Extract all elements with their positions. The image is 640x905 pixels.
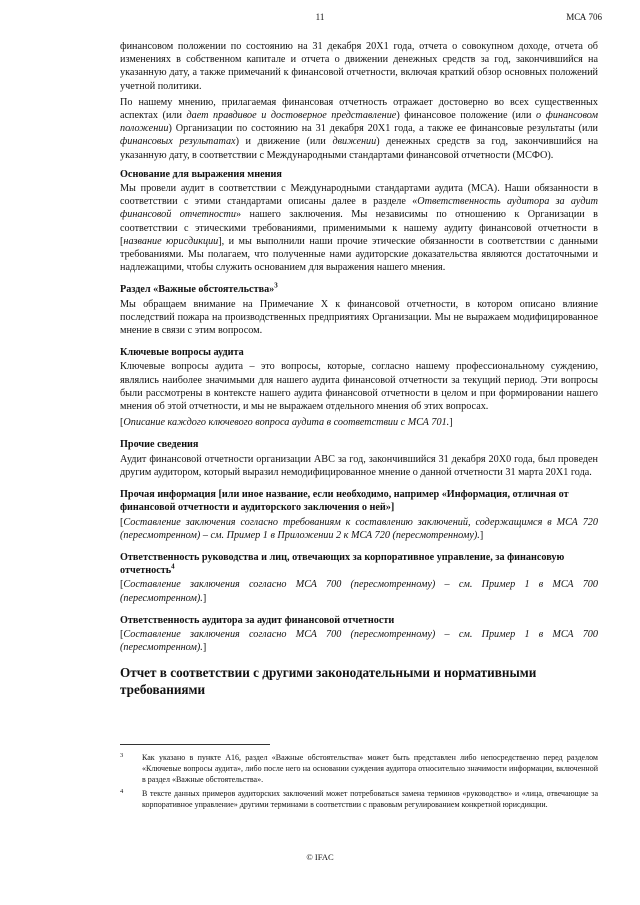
footnote-text: Как указано в пункте А16, раздел «Важные обстоятельства» может быть представлен либо непосредственно перед разделом «Ключевые вопросы аудита», либо после него на основании суждения аудитора относительно значимости информации, включенной в раздел «Важные обстоятельства». bbox=[142, 753, 598, 784]
opinion-paragraph-continued: финансовом положении по состоянию на 31 декабря 20Х1 года, отчета о совокупном доходе, отчета об изменениях в собственном капитале и отчета о движении денежных средств за год, закончившийся на указанную дату, а также примечаний к финансовой отчетности, включая краткий обзор основных положений учетной политики. bbox=[120, 41, 598, 92]
footnote-ref-4: 4 bbox=[171, 562, 175, 571]
other-matter-heading: Прочие сведения bbox=[120, 439, 199, 451]
page-number: 11 bbox=[315, 12, 325, 22]
standard-code: МСА 706 bbox=[566, 12, 602, 22]
opinion-paragraph: По нашему мнению, прилагаемая финансовая отчетность отражает достоверно во всех существенных аспектах (или дает правдивое и достоверное представление) финансовое положение (или о финансовом положении) Организации по состоянию на 31 декабря 20Х1 года, а также ее финансовые результаты (или финансовых результатах) и движение (или движении) денежных средств за год, закончившийся на указанную дату, в соответствии с Международными стандартами финансовой отчетности (МСФО). bbox=[120, 96, 599, 161]
other-info-heading: Прочая информация [или иное название, если необходимо, например «Информация, отличная от финансовой отчетности и аудиторского заключения о ней»] bbox=[120, 489, 569, 514]
footnote-4 bbox=[120, 788, 598, 810]
emphasis-paragraph: Мы обращаем внимание на Примечание X к финансовой отчетности, в котором описано влияние последствий пожара на производственных предприятиях Организации. Мы не выражаем модифицированное мнение в связи с этим вопросом. bbox=[120, 298, 598, 337]
other-info-note: [Составление заключения согласно требованиям к составлению заключений, содержащимся в МСА 720 (пересмотренном) – см. Пример 1 в Приложении 2 к МСА 720 (пересмотренному).] bbox=[120, 516, 598, 541]
basis-heading: Основание для выражения мнения bbox=[120, 168, 282, 180]
emphasis-heading: Раздел «Важные обстоятельства»$^3$ bbox=[120, 282, 278, 296]
document-body bbox=[120, 40, 598, 698]
footnote-ref-3: 3 bbox=[274, 282, 278, 291]
footnote-mark: 4 bbox=[120, 788, 124, 795]
copyright-footer: © IFAC bbox=[306, 852, 334, 862]
kam-note: [Описание каждого ключевого вопроса аудита в соответствии с МСА 701.] bbox=[120, 417, 453, 429]
kam-heading: Ключевые вопросы аудита bbox=[120, 347, 244, 359]
management-heading: Ответственность руководства и лиц, отвечающих за корпоративное управление, за финансовую отчетность$^4$ bbox=[120, 551, 565, 577]
footnote-divider bbox=[120, 744, 270, 745]
basis-paragraph: Мы провели аудит в соответствии с Международными стандартами аудита (МСА). Наши обязанности в соответствии с этими стандартами описаны далее в разделе «Ответственность аудитора за аудит финансовой отчетности» нашего заключения. Мы независимы по отношению к Организации в соответствии с этическими требованиями, применимыми к нашему аудиту финансовой отчетности в [название юрисдикции], и мы выполнили наши прочие этические обязанности в соответствии с данными требованиями. Мы полагаем, что полученные нами аудиторские доказательства являются достаточными и надлежащими, чтобы служить основанием для выражения нашего мнения. bbox=[120, 183, 598, 274]
footnote-3 bbox=[120, 752, 598, 785]
report-section-heading: Отчет в соответствии с другими законодательными и нормативными требованиями bbox=[120, 665, 537, 698]
kam-paragraph: Ключевые вопросы аудита – это вопросы, которые, согласно нашему профессиональному суждению, являлись наиболее значимыми для нашего аудита финансовой отчетности за текущий период. Эти вопросы были рассмотрены в контексте нашего аудита финансовой отчетности в целом и при формировании нашего мнения об этой отчетности, и мы не выражаем отдельного мнения об этих вопросах. bbox=[120, 361, 598, 413]
other-matter-paragraph: Аудит финансовой отчетности организации ABC за год, закончившийся 31 декабря 20Х0 года, был проведен другим аудитором, который выразил немодифицированное мнение о данной отчетности 31 марта 20Х1 года. bbox=[120, 453, 598, 478]
footnotes bbox=[120, 752, 598, 813]
management-note: [Составление заключения согласно МСА 700 (пересмотренному) – см. Пример 1 в МСА 700 (пересмотренном).] bbox=[120, 579, 598, 604]
footnote-text: В тексте данных примеров аудиторских заключений может потребоваться замена терминов «руководство» и «лица, отвечающие за корпоративное управление» другими терминами в соответствии с правовым регулированием конкретной юрисдикции. bbox=[142, 789, 598, 809]
footnote-mark: 3 bbox=[120, 752, 124, 759]
auditor-note: [Составление заключения согласно МСА 700 (пересмотренному) – см. Пример 1 в МСА 700 (пересмотренном).] bbox=[120, 628, 598, 654]
auditor-heading: Ответственность аудитора за аудит финансовой отчетности bbox=[120, 614, 395, 626]
